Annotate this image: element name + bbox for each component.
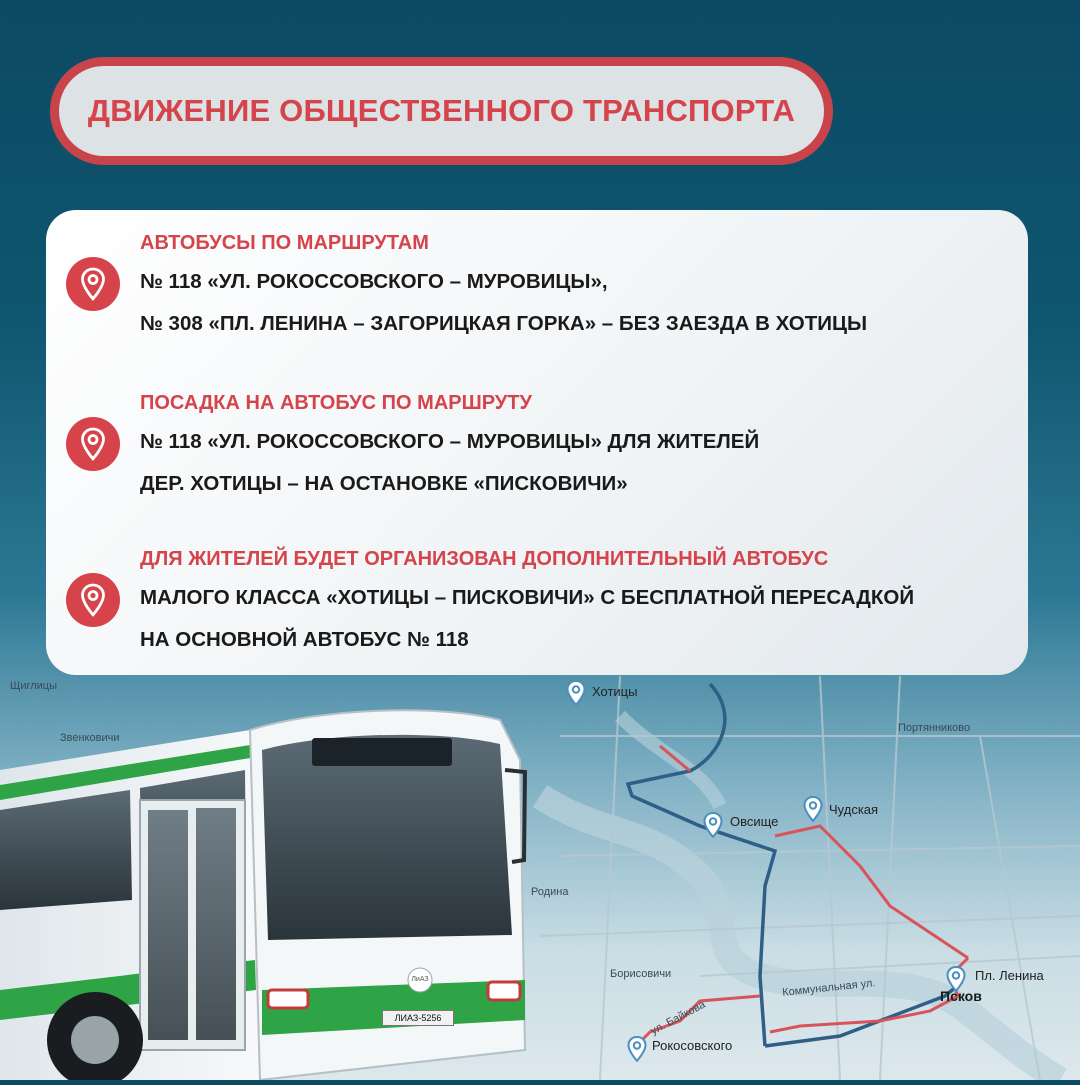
section-text-line: № 118 «УЛ. РОКОССОВСКОГО – МУРОВИЦЫ»,: [140, 270, 608, 293]
section-text-line: МАЛОГО КЛАССА «ХОТИЦЫ – ПИСКОВИЧИ» С БЕСПЛАТНОЙ ПЕРЕСАДКОЙ: [140, 586, 915, 609]
map-label: Рокосовского: [652, 1038, 733, 1053]
info-card: [46, 210, 1028, 675]
title-banner: [50, 57, 833, 165]
section-text-line: № 308 «ПЛ. ЛЕНИНА – ЗАГОРИЦКАЯ ГОРКА» – БЕЗ ЗАЕЗДА В ХОТИЦЫ: [140, 312, 868, 335]
section-heading: ДЛЯ ЖИТЕЛЕЙ БУДЕТ ОРГАНИЗОВАН ДОПОЛНИТЕЛЬНЫЙ АВТОБУС: [140, 548, 829, 570]
map-label: Борисовичи: [610, 968, 672, 980]
section-text-line: № 118 «УЛ. РОКОССОВСКОГО – МУРОВИЦЫ» ДЛЯ ЖИТЕЛЕЙ: [140, 430, 760, 453]
bus-brand-logo: ЛиАЗ: [411, 976, 429, 983]
bus-plate: ЛИАЗ-5256: [382, 1010, 454, 1026]
location-pin-icon: [66, 573, 120, 627]
page-title: ДВИЖЕНИЕ ОБЩЕСТВЕННОГО ТРАНСПОРТА: [87, 93, 796, 128]
map-label: Звенковичи: [60, 732, 120, 744]
section-text-line: ДЕР. ХОТИЦЫ – НА ОСТАНОВКЕ «ПИСКОВИЧИ»: [140, 472, 628, 495]
map-label: Псков: [940, 988, 982, 1004]
map-label: Пл. Ленина: [975, 968, 1044, 983]
location-pin-icon: [66, 417, 120, 471]
bus-illustration: [0, 690, 530, 1080]
map-label: Родина: [531, 886, 569, 898]
map-pin-icon: [803, 796, 823, 822]
map-pin-icon: [703, 812, 723, 838]
section-text-line: НА ОСНОВНОЙ АВТОБУС № 118: [140, 628, 469, 651]
map-label: ул. Байкова: [648, 998, 708, 1038]
map-label: Хотицы: [592, 684, 638, 699]
section-heading: ПОСАДКА НА АВТОБУС ПО МАРШРУТУ: [140, 392, 532, 414]
map-label: Портянниково: [898, 722, 971, 734]
map-pin-icon: [627, 1036, 647, 1062]
location-pin-icon: [66, 257, 120, 311]
map-label: Овсище: [730, 814, 779, 829]
map-label: Коммунальная ул.: [781, 977, 876, 999]
map-label: Чудская: [829, 802, 879, 817]
map-label: Щиглицы: [10, 680, 57, 692]
section-heading: АВТОБУСЫ ПО МАРШРУТАМ: [140, 232, 429, 254]
map-pin-icon: [566, 680, 586, 706]
